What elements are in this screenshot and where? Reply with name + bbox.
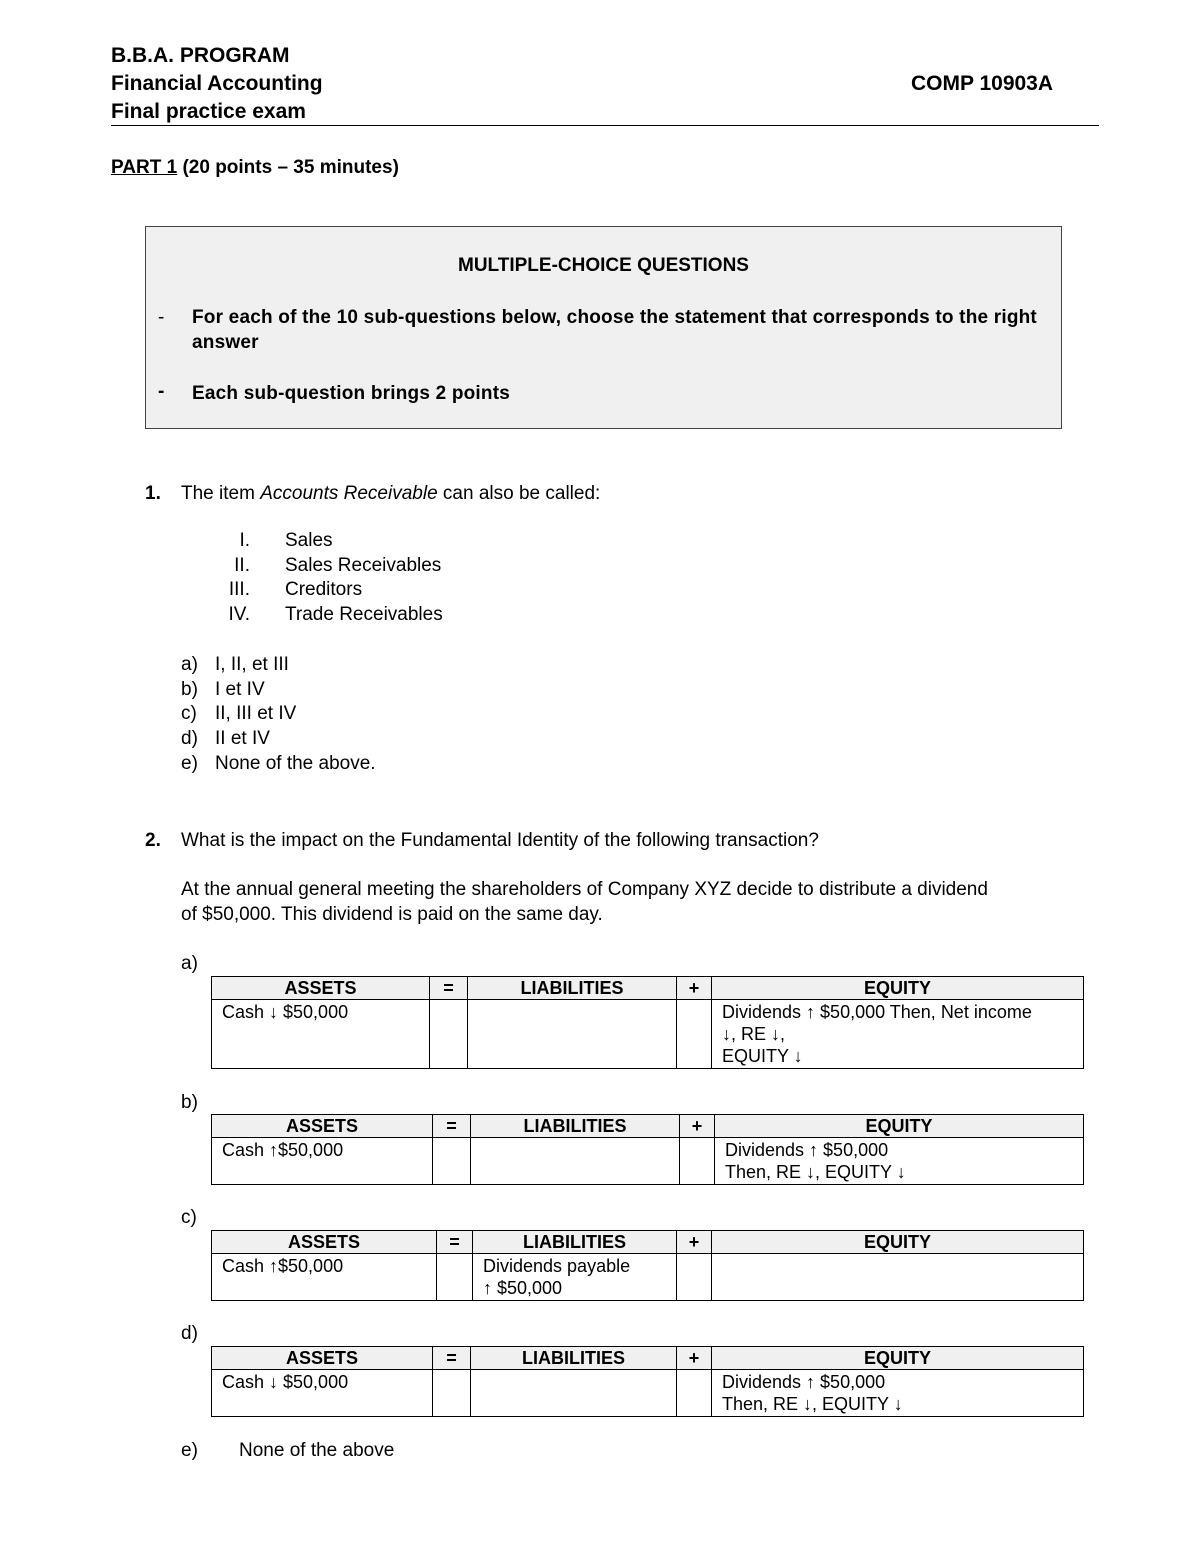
equity-line: Then, RE ↓, EQUITY ↓ [722, 1394, 903, 1414]
equals-header: = [433, 1115, 471, 1138]
statement-numeral: II. [234, 555, 250, 576]
plus-cell [680, 1138, 715, 1185]
option-letter: d) [181, 1323, 198, 1344]
question-term: Accounts Receivable [260, 483, 438, 504]
equity-header: EQUITY [712, 1231, 1084, 1254]
statement-numeral: I. [239, 530, 250, 551]
plus-header: + [677, 1347, 712, 1370]
question-number: 2. [145, 830, 161, 851]
option-text: II, III et IV [215, 703, 297, 724]
program-title: B.B.A. PROGRAM [111, 44, 290, 67]
option-letter: e) [181, 753, 198, 774]
option-letter: a) [181, 953, 198, 974]
option-text: I, II, et III [215, 654, 289, 675]
equals-header: = [437, 1231, 473, 1254]
equity-line: ↓, RE ↓, [722, 1024, 786, 1044]
liabilities-cell [471, 1138, 680, 1185]
instructions-box [145, 226, 1062, 429]
equity-cell [715, 1138, 1084, 1185]
equals-cell [433, 1138, 471, 1185]
part-heading [111, 157, 399, 179]
liabilities-header: LIABILITIES [468, 977, 677, 1000]
equals-cell [437, 1254, 473, 1301]
equity-line: Dividends ↑ $50,000 [722, 1372, 886, 1392]
plus-cell [677, 1000, 712, 1069]
assets-header: ASSETS [212, 977, 430, 1000]
equity-header: EQUITY [712, 977, 1084, 1000]
option-letter: b) [181, 1092, 198, 1113]
option-text: None of the above [239, 1440, 395, 1461]
question-suffix: can also be called: [437, 483, 601, 504]
liabilities-header: LIABILITIES [473, 1231, 677, 1254]
part-details: (20 points – 35 minutes) [182, 157, 399, 178]
course-code: COMP 10903A [911, 72, 1054, 95]
question-number: 1. [145, 483, 161, 504]
identity-table [211, 976, 1084, 1069]
part-label: PART 1 [111, 157, 178, 178]
equity-cell [712, 1000, 1084, 1069]
assets-cell: Cash ↓ $50,000 [212, 1370, 433, 1417]
equity-line: Then, RE ↓, EQUITY ↓ [725, 1162, 906, 1182]
equity-line: EQUITY ↓ [722, 1046, 803, 1066]
question-text [181, 481, 600, 506]
identity-table [211, 1346, 1084, 1417]
equals-cell [433, 1370, 471, 1417]
option-letter: b) [181, 679, 198, 700]
equals-header: = [430, 977, 468, 1000]
plus-cell [677, 1370, 712, 1417]
option-letter: c) [181, 1207, 197, 1228]
equity-cell [712, 1254, 1084, 1301]
question-prefix: The item [181, 483, 261, 504]
instruction-text: For each of the 10 sub-questions below, choose the statement that corresponds to the right answer [192, 307, 1037, 353]
assets-cell: Cash ↓ $50,000 [212, 1000, 430, 1069]
equity-header: EQUITY [715, 1115, 1084, 1138]
equals-cell [430, 1000, 468, 1069]
statement-text: Sales Receivables [285, 555, 442, 576]
statement-text: Sales [285, 530, 333, 551]
instructions-title: MULTIPLE-CHOICE QUESTIONS [458, 255, 749, 276]
instruction-bullet: - [158, 381, 165, 402]
liabilities-header: LIABILITIES [471, 1115, 680, 1138]
liabilities-line: ↑ $50,000 [483, 1278, 563, 1298]
scenario-text: At the annual general meeting the shareholders of Company XYZ decide to distribute a dividend [181, 879, 988, 900]
plus-header: + [677, 977, 712, 1000]
plus-header: + [677, 1231, 712, 1254]
liabilities-cell [471, 1370, 677, 1417]
scenario-text: of $50,000. This dividend is paid on the same day. [181, 904, 603, 925]
statement-numeral: IV. [228, 604, 250, 625]
equals-header: = [433, 1347, 471, 1370]
instruction-text: Each sub-question brings 2 points [192, 383, 511, 404]
option-letter: c) [181, 703, 197, 724]
liabilities-line: Dividends payable [483, 1256, 631, 1276]
question-text: What is the impact on the Fundamental Identity of the following transaction? [181, 830, 819, 851]
course-title: Financial Accounting [111, 72, 323, 95]
assets-header: ASSETS [212, 1231, 437, 1254]
option-text: I et IV [215, 679, 265, 700]
equity-line: Dividends ↑ $50,000 [725, 1140, 889, 1160]
option-letter: d) [181, 728, 198, 749]
assets-header: ASSETS [212, 1115, 433, 1138]
equity-header: EQUITY [712, 1347, 1084, 1370]
option-letter: e) [181, 1440, 198, 1461]
instruction-bullet: - [158, 307, 165, 328]
plus-header: + [680, 1115, 715, 1138]
statement-text: Trade Receivables [285, 604, 443, 625]
liabilities-cell [473, 1254, 677, 1301]
exam-title: Final practice exam [111, 100, 306, 123]
option-letter: a) [181, 654, 198, 675]
identity-table [211, 1114, 1084, 1185]
identity-table [211, 1230, 1084, 1301]
option-text: II et IV [215, 728, 270, 749]
statement-numeral: III. [228, 579, 250, 600]
statement-text: Creditors [285, 579, 363, 600]
header-rule [111, 125, 1099, 126]
equity-cell [712, 1370, 1084, 1417]
assets-header: ASSETS [212, 1347, 433, 1370]
liabilities-header: LIABILITIES [471, 1347, 677, 1370]
plus-cell [677, 1254, 712, 1301]
assets-cell: Cash ↑$50,000 [212, 1138, 433, 1185]
option-text: None of the above. [215, 753, 376, 774]
liabilities-cell [468, 1000, 677, 1069]
equity-line: Dividends ↑ $50,000 Then, Net income [722, 1002, 1032, 1022]
assets-cell: Cash ↑$50,000 [212, 1254, 437, 1301]
